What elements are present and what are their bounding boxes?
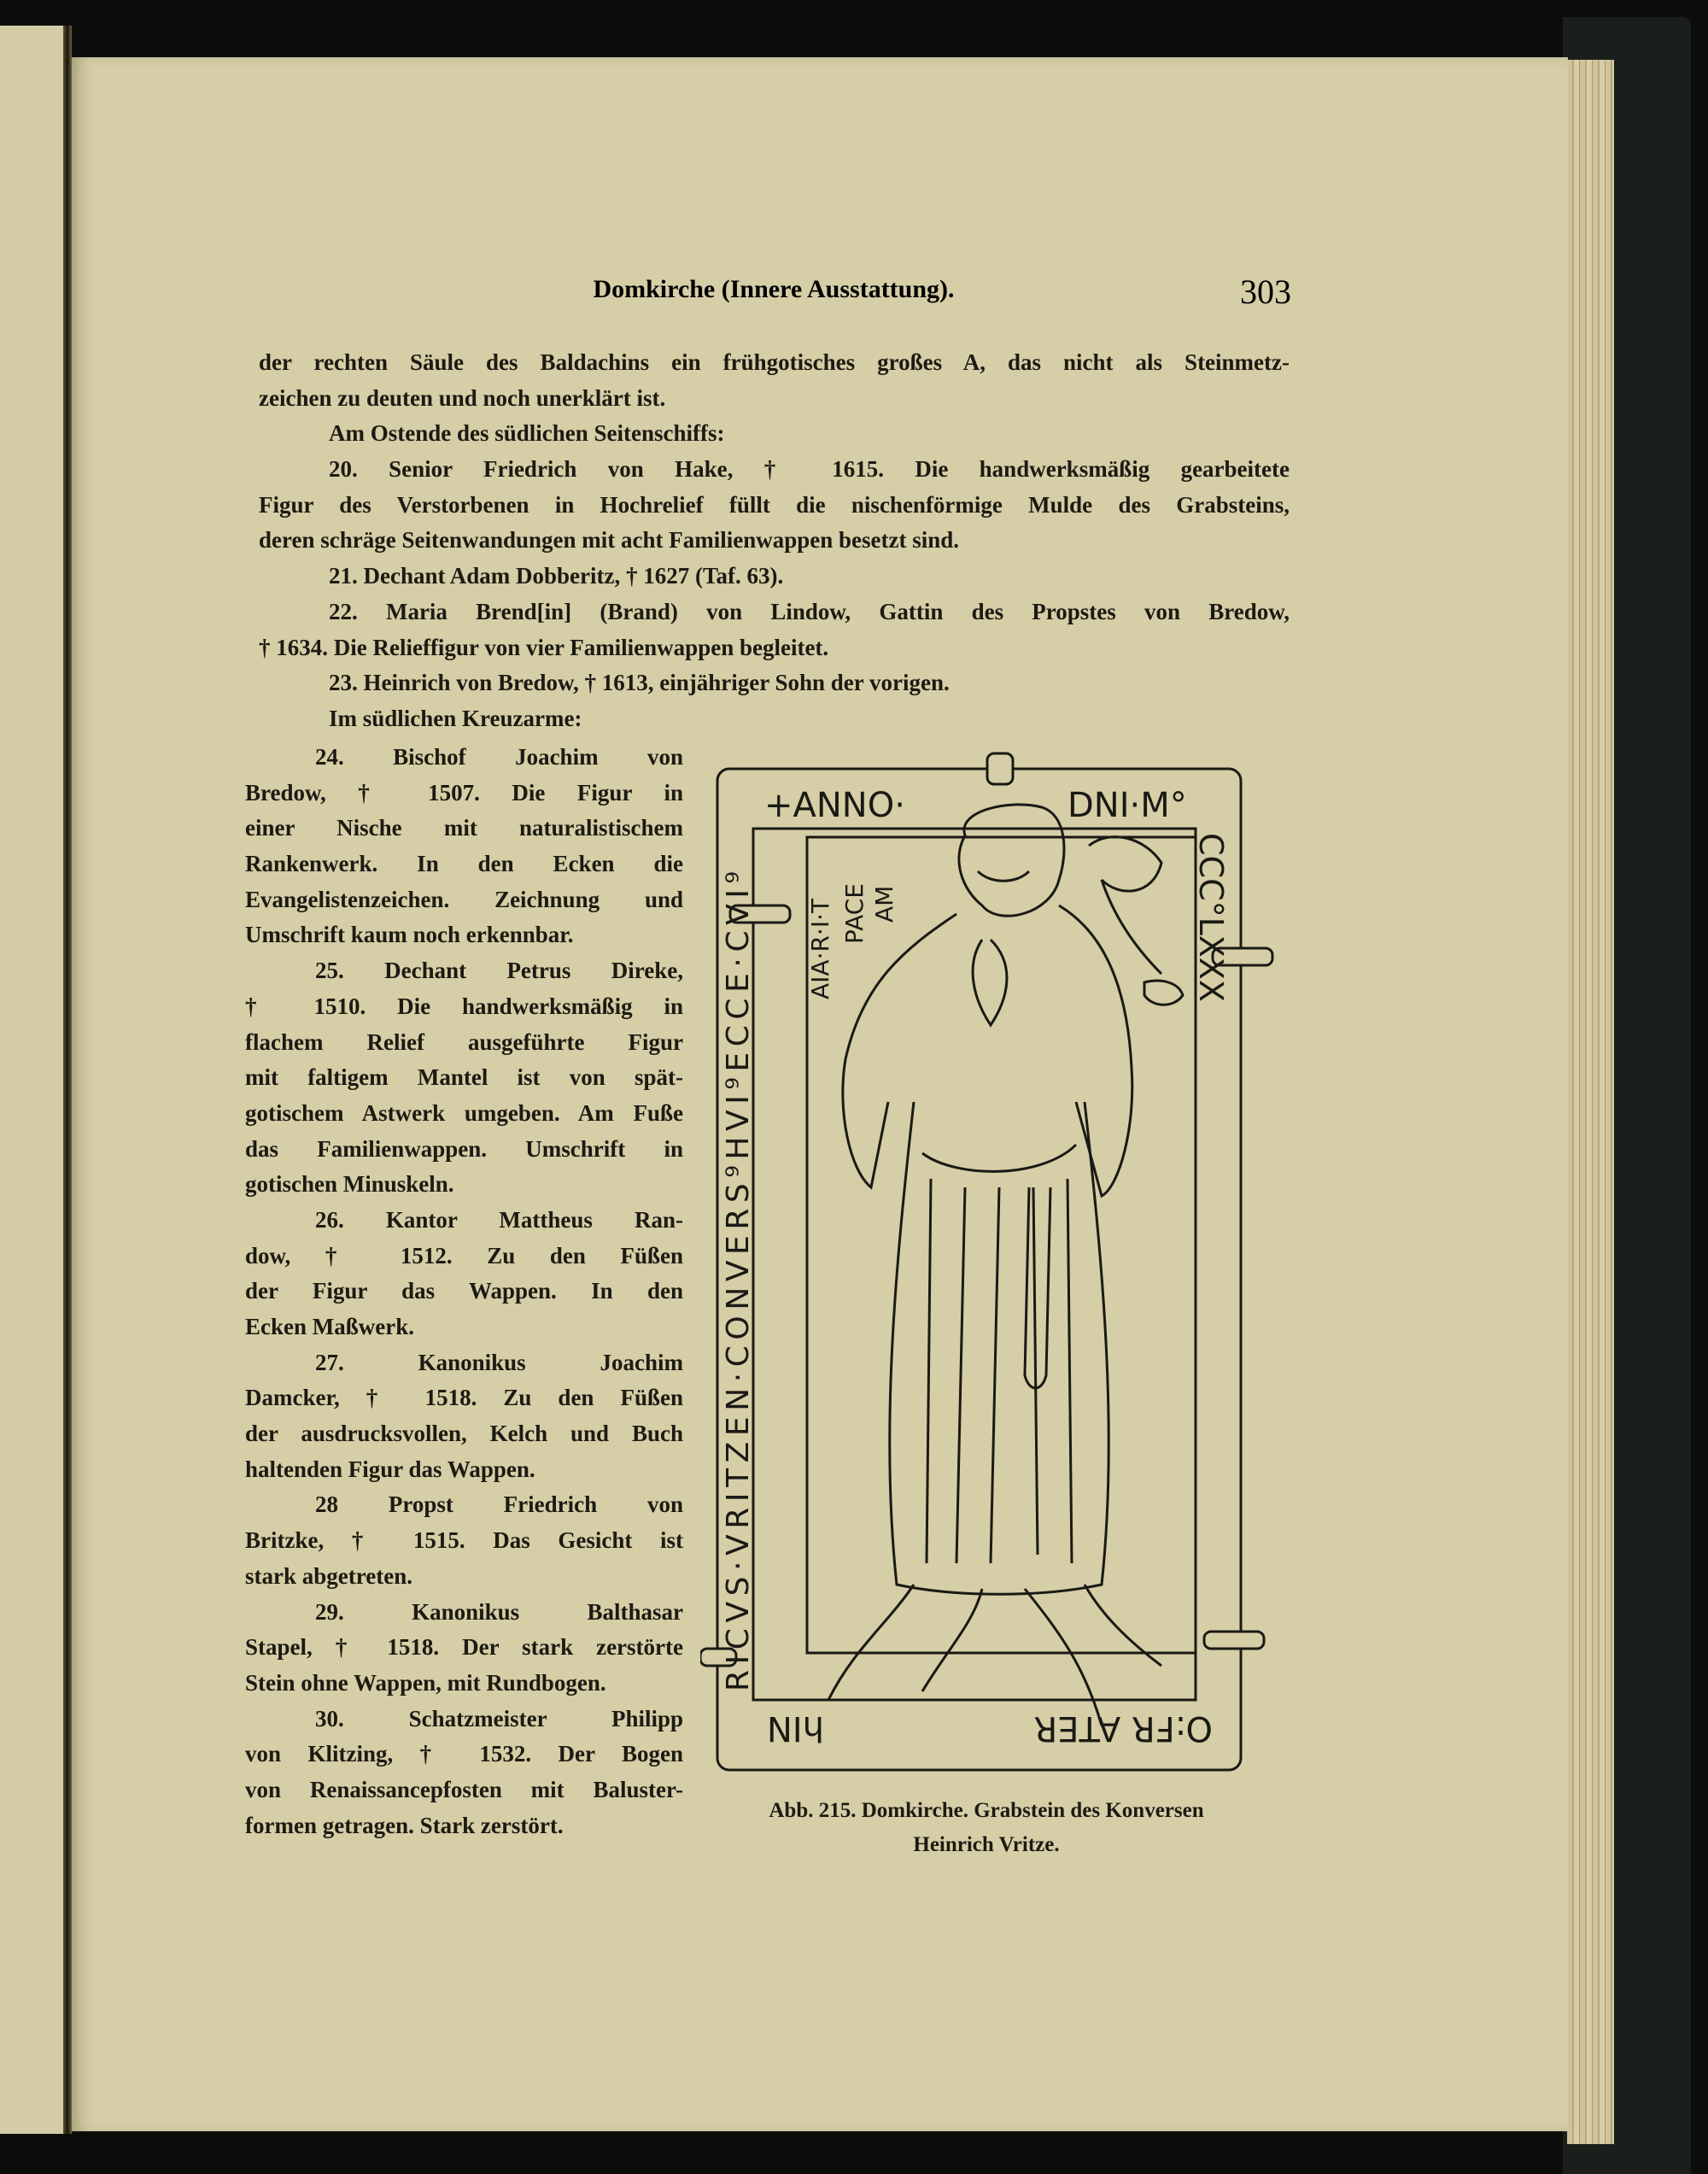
text-line: Im südlichen Kreuzarme: [329, 705, 582, 731]
outer-frame [717, 769, 1241, 1770]
text-line: 20. Senior Friedrich von Hake, † 1615. Die handwerksmäßig gearbeitete [329, 456, 1290, 483]
book-gutter [63, 26, 72, 2134]
text-line: Damcker, † 1518. Zu den Füßen [245, 1385, 683, 1411]
text-line: der Figur das Wappen. In den [245, 1278, 683, 1304]
text-line: einer Nische mit naturalistischem [245, 815, 683, 841]
text-line: 23. Heinrich von Bredow, † 1613, einjähriger Sohn der vorigen. [329, 670, 950, 696]
text-line: 30. Schatzmeister Philipp [315, 1705, 683, 1732]
niche-frame [807, 837, 1196, 1653]
text-line: haltenden Figur das Wappen. [245, 1456, 535, 1482]
text-line: 27. Kanonikus Joachim [315, 1349, 683, 1375]
text-line: der rechten Säule des Baldachins ein frühgotisches großes A, das nicht als Steinmetz- [259, 349, 1290, 375]
text-line: flachem Relief ausgeführte Figur [245, 1028, 683, 1055]
text-line: von Renaissancepfosten mit Baluster- [245, 1776, 683, 1802]
inscription-inner-1: AIA·R·I·T [806, 898, 834, 999]
text-line: Britzke, † 1515. Das Gesicht ist [245, 1527, 683, 1554]
inscription-bottom-left: hIN [766, 1708, 824, 1748]
caption-line-1: Abb. 215. Domkirche. Grabstein des Konversen [769, 1799, 1204, 1822]
text-line: gotischem Astwerk umgeben. Am Fuße [245, 1099, 683, 1126]
text-line: Ecken Maßwerk. [245, 1314, 414, 1339]
monk-figure [828, 805, 1183, 1726]
text-line: Stein ohne Wappen, mit Rundbogen. [245, 1669, 606, 1696]
text-line: das Familienwappen. Umschrift in [245, 1135, 683, 1162]
text-line: der ausdrucksvollen, Kelch und Buch [245, 1421, 683, 1447]
inscription-top-right: DNI·M° [1068, 786, 1187, 825]
text-line: Am Ostende des südlichen Seitenschiffs: [329, 420, 725, 447]
caption-line-2: Heinrich Vritze. [913, 1833, 1060, 1856]
inscription-bottom: O:FR ATER [1033, 1708, 1213, 1748]
body-text-full-width [259, 345, 1290, 737]
clamps [700, 753, 1272, 1666]
running-header [256, 272, 1291, 316]
text-line: 21. Dechant Adam Dobberitz, † 1627 (Taf. 63). [329, 563, 784, 589]
body-text-column [245, 740, 683, 1843]
text-line: 22. Maria Brend[in] (Brand) von Lindow, Gattin des Propstes von Bredow, [329, 598, 1290, 624]
text-line: stark abgetreten. [245, 1562, 412, 1589]
page-number: 303 [1240, 272, 1291, 311]
page-edges [1567, 60, 1614, 2144]
text-line: deren schräge Seitenwandungen mit acht Familienwappen besetzt sind. [259, 527, 960, 554]
text-line: mit faltigem Mantel ist von spät- [245, 1064, 683, 1091]
text-line: Bredow, † 1507. Die Figur in [245, 779, 683, 806]
text-line: gotischen Minuskeln. [245, 1171, 454, 1198]
text-line: dow, † 1512. Zu den Füßen [245, 1242, 683, 1269]
figure-caption [726, 1794, 1247, 1862]
text-line: † 1510. Die handwerksmäßig in [245, 993, 683, 1019]
text-line: 24. Bischof Joachim von [315, 744, 683, 770]
inscription-top-left: +ANNO· [764, 786, 905, 825]
text-line: Stapel, † 1518. Der stark zerstörte [245, 1634, 683, 1661]
gravestone-illustration [700, 743, 1281, 1785]
text-line: Rankenwerk. In den Ecken die [245, 851, 683, 877]
inscription-inner-3: AM [870, 885, 898, 923]
running-title: Domkirche (Innere Ausstattung). [593, 275, 955, 303]
text-line: zeichen zu deuten und noch unerklärt ist. [259, 384, 666, 411]
text-line: † 1634. Die Relieffigur von vier Familienwappen begleitet. [259, 634, 829, 660]
text-line: von Klitzing, † 1532. Der Bogen [245, 1741, 683, 1767]
text-line: Figur des Verstorbenen in Hochrelief füllt die nischenförmige Mulde des Grabsteins, [259, 491, 1290, 518]
text-line: 25. Dechant Petrus Direke, [315, 958, 683, 984]
left-page-edge [0, 26, 67, 2134]
text-line: 29. Kanonikus Balthasar [315, 1598, 683, 1625]
text-line: formen getragen. Stark zerstört. [245, 1812, 564, 1838]
inscription-right: CCC°LXXX [1192, 833, 1230, 1002]
text-line: Umschrift kaum noch erkennbar. [245, 922, 574, 948]
text-line: 26. Kantor Mattheus Ran- [315, 1206, 683, 1233]
inscription-inner-2: PACE [840, 883, 869, 944]
inscription-left: RICVS·VRITZEN·CONVERS⁹HVI⁹ECCE·CVI⁹ [721, 871, 756, 1691]
text-line: Evangelistenzeichen. Zeichnung und [245, 886, 683, 912]
text-line: 28 Propst Friedrich von [315, 1491, 683, 1518]
